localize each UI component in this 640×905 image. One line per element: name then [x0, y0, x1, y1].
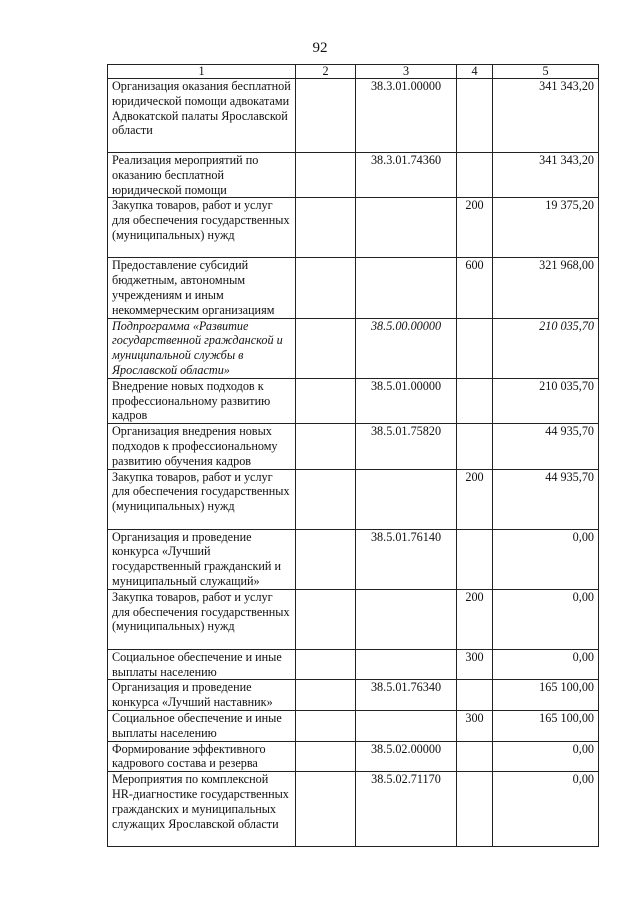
row-name-cell: Социальное обеспечение и иные выплаты населению [108, 710, 296, 741]
row-amount-cell: 210 035,70 [493, 378, 599, 423]
row-col2-cell [296, 589, 356, 649]
table-row [108, 153, 599, 198]
row-amount-cell: 0,00 [493, 772, 599, 847]
row-code-cell: 38.5.01.76340 [356, 680, 457, 711]
row-col2-cell [296, 153, 356, 198]
table-row [108, 589, 599, 649]
row-name-cell: Организация и проведение конкурса «Лучший государственный гражданский и муниципальный служащий» [108, 529, 296, 589]
row-name-cell: Подпрограмма «Развитие государственной гражданской и муниципальной службы в Ярославской области» [108, 318, 296, 378]
row-col2-cell [296, 529, 356, 589]
row-col2-cell [296, 710, 356, 741]
row-name-cell: Организация внедрения новых подходов к профессиональному развитию обучения кадров [108, 424, 296, 469]
row-code-cell [356, 258, 457, 318]
row-code-cell: 38.5.01.75820 [356, 424, 457, 469]
row-amount-cell: 19 375,20 [493, 198, 599, 258]
page-number: 92 [312, 40, 328, 56]
row-name-cell: Закупка товаров, работ и услуг для обеспечения государственных (муниципальных) нужд [108, 469, 296, 529]
row-code-cell: 38.5.02.00000 [356, 741, 457, 772]
row-col2-cell [296, 772, 356, 847]
row-code-cell: 38.5.01.00000 [356, 378, 457, 423]
table-row [108, 424, 599, 469]
row-name-cell: Реализация мероприятий по оказанию бесплатной юридической помощи [108, 153, 296, 198]
row-expense-type-cell [457, 772, 493, 847]
row-name-cell: Внедрение новых подходов к профессиональному развитию кадров [108, 378, 296, 423]
row-expense-type-cell: 600 [457, 258, 493, 318]
row-code-cell: 38.5.00.00000 [356, 318, 457, 378]
row-name-cell: Организация и проведение конкурса «Лучший наставник» [108, 680, 296, 711]
column-header-2: 2 [296, 65, 356, 79]
row-amount-cell: 0,00 [493, 649, 599, 680]
table-row [108, 258, 599, 318]
row-expense-type-cell [457, 741, 493, 772]
table-row [108, 680, 599, 711]
row-amount-cell: 0,00 [493, 529, 599, 589]
row-amount-cell: 165 100,00 [493, 710, 599, 741]
row-col2-cell [296, 79, 356, 153]
row-expense-type-cell [457, 79, 493, 153]
row-code-cell [356, 589, 457, 649]
row-col2-cell [296, 318, 356, 378]
row-expense-type-cell: 200 [457, 469, 493, 529]
row-code-cell: 38.5.01.76140 [356, 529, 457, 589]
row-amount-cell: 44 935,70 [493, 424, 599, 469]
row-expense-type-cell [457, 680, 493, 711]
row-name-cell: Организация оказания бесплатной юридической помощи адвокатами Адвокатской палаты Ярославской области [108, 79, 296, 153]
row-col2-cell [296, 378, 356, 423]
table-row [108, 649, 599, 680]
row-amount-cell: 341 343,20 [493, 79, 599, 153]
row-amount-cell: 0,00 [493, 741, 599, 772]
row-name-cell: Мероприятия по комплексной HR-диагностике государственных гражданских и муниципальных служащих Ярославской области [108, 772, 296, 847]
row-name-cell: Закупка товаров, работ и услуг для обеспечения государственных (муниципальных) нужд [108, 198, 296, 258]
row-amount-cell: 0,00 [493, 589, 599, 649]
row-col2-cell [296, 649, 356, 680]
table-row [108, 529, 599, 589]
row-expense-type-cell: 300 [457, 649, 493, 680]
row-expense-type-cell [457, 378, 493, 423]
table-row [108, 378, 599, 423]
table-row [108, 741, 599, 772]
table-row [108, 79, 599, 153]
row-expense-type-cell: 300 [457, 710, 493, 741]
table-row [108, 469, 599, 529]
row-expense-type-cell [457, 529, 493, 589]
table-row [108, 318, 599, 378]
table-row [108, 710, 599, 741]
row-amount-cell: 165 100,00 [493, 680, 599, 711]
row-amount-cell: 321 968,00 [493, 258, 599, 318]
column-header-4: 4 [457, 65, 493, 79]
row-col2-cell [296, 258, 356, 318]
row-amount-cell: 210 035,70 [493, 318, 599, 378]
row-amount-cell: 44 935,70 [493, 469, 599, 529]
row-expense-type-cell [457, 153, 493, 198]
row-name-cell: Формирование эффективного кадрового состава и резерва [108, 741, 296, 772]
row-expense-type-cell [457, 424, 493, 469]
row-expense-type-cell [457, 318, 493, 378]
row-amount-cell: 341 343,20 [493, 153, 599, 198]
column-header-1: 1 [108, 65, 296, 79]
row-code-cell: 38.3.01.74360 [356, 153, 457, 198]
row-code-cell: 38.5.02.71170 [356, 772, 457, 847]
row-col2-cell [296, 424, 356, 469]
table-row [108, 772, 599, 847]
row-name-cell: Социальное обеспечение и иные выплаты населению [108, 649, 296, 680]
row-expense-type-cell: 200 [457, 589, 493, 649]
row-name-cell: Предоставление субсидий бюджетным, автономным учреждениям и иным некоммерческим организациям [108, 258, 296, 318]
row-code-cell: 38.3.01.00000 [356, 79, 457, 153]
row-expense-type-cell: 200 [457, 198, 493, 258]
row-col2-cell [296, 198, 356, 258]
row-col2-cell [296, 469, 356, 529]
row-col2-cell [296, 741, 356, 772]
row-col2-cell [296, 680, 356, 711]
budget-table [107, 64, 599, 847]
column-header-3: 3 [356, 65, 457, 79]
row-code-cell [356, 710, 457, 741]
row-code-cell [356, 198, 457, 258]
column-header-5: 5 [493, 65, 599, 79]
table-header-row [108, 65, 599, 79]
table-row [108, 198, 599, 258]
row-code-cell [356, 469, 457, 529]
row-code-cell [356, 649, 457, 680]
row-name-cell: Закупка товаров, работ и услуг для обеспечения государственных (муниципальных) нужд [108, 589, 296, 649]
